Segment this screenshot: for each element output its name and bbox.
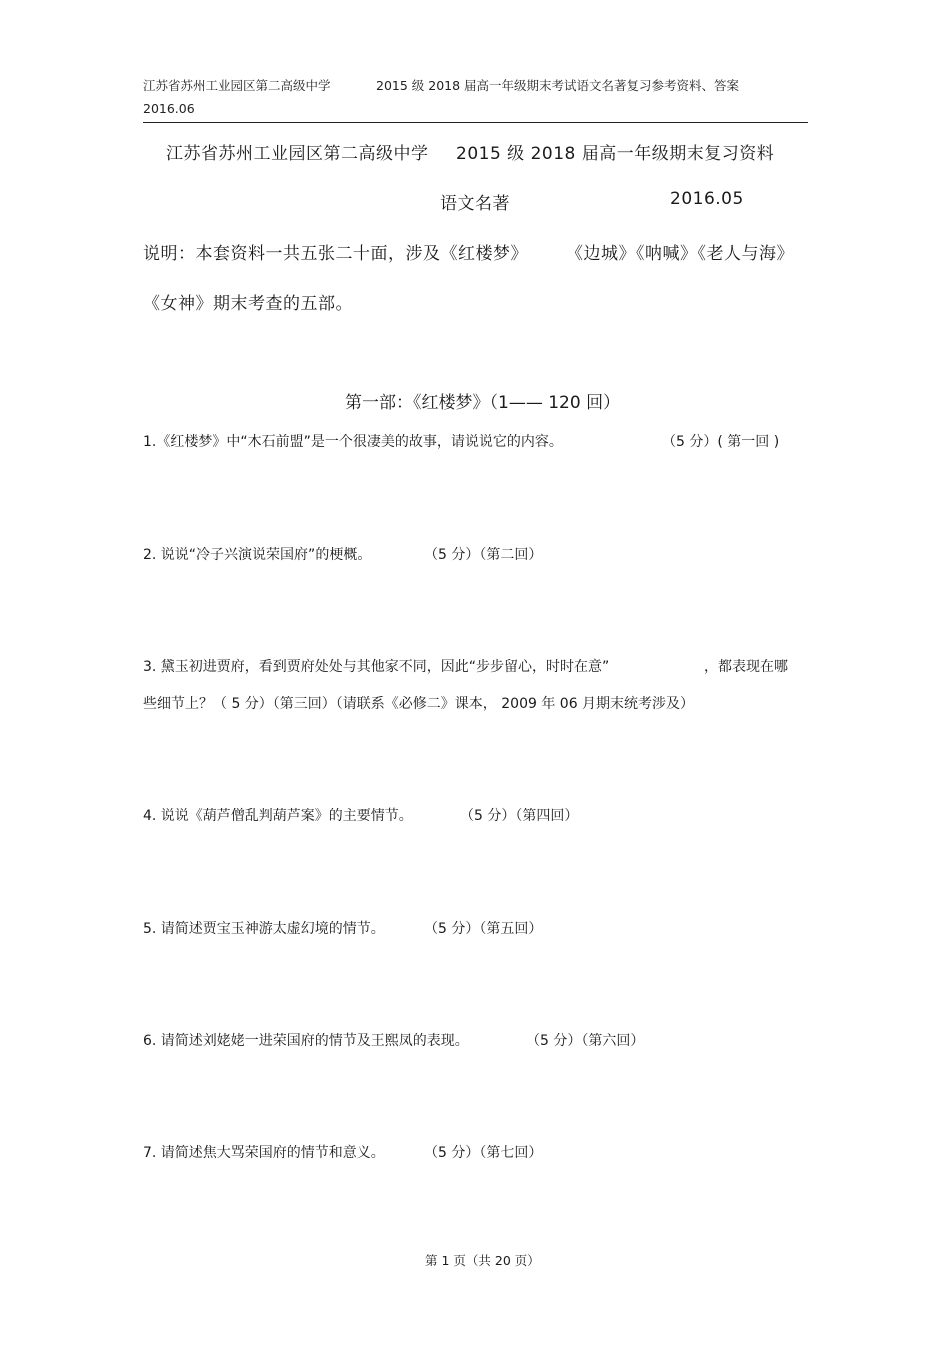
- header-title: 2015 级 2018 届高一年级期末考试语文名著复习参考资料、答案: [376, 78, 740, 93]
- question-7: [143, 1142, 385, 1162]
- question-text: 2. 说说“冷子兴演说荣国府”的梗概。: [143, 547, 372, 563]
- question-6: [143, 1030, 469, 1050]
- question-5: [143, 918, 385, 938]
- question-1-points: （5 分）( 第一回 ): [662, 434, 780, 450]
- question-4: [143, 805, 413, 825]
- question-1: [143, 431, 563, 451]
- question-3: [143, 656, 609, 676]
- doc-title-school: 江苏省苏州工业园区第二高级中学: [166, 144, 429, 164]
- question-4-points: （5 分）（第四回）: [460, 808, 579, 824]
- section-heading: 第一部：《红楼梦》（1—— 120 回）: [345, 393, 621, 413]
- header-school: 江苏省苏州工业园区第二高级中学: [143, 78, 331, 93]
- header-divider: [143, 122, 808, 123]
- question-text: 6. 请简述刘姥姥一进荣国府的情节及王熙凤的表现。: [143, 1033, 469, 1049]
- question-text: 3. 黛玉初进贾府，看到贾府处处与其他家不同，因此“步步留心，时时在意”: [143, 659, 610, 675]
- intro-line-1a: 说明：本套资料一共五张二十面，涉及《红楼梦》: [143, 244, 528, 264]
- question-5-points: （5 分）（第五回）: [424, 921, 543, 937]
- question-3-line-2: 些细节上？（ 5 分）（第三回）（请联系《必修二》课本， 2009 年 06 月期末统考涉及）: [143, 696, 695, 712]
- question-text: 7. 请简述焦大骂荣国府的情节和意义。: [143, 1145, 385, 1161]
- question-2-points: （5 分）（第二回）: [424, 547, 543, 563]
- intro-line-2: 《女神》期末考查的五部。: [143, 294, 353, 314]
- header-date: 2016.06: [143, 101, 195, 116]
- doc-subtitle: 语文名著: [440, 194, 510, 214]
- question-text: 1.《红楼梦》中“木石前盟”是一个很凄美的故事，请说说它的内容。: [143, 434, 563, 450]
- intro-line-1b: 《边城》《呐喊》《老人与海》: [566, 244, 794, 264]
- question-text: 4. 说说《葫芦僧乱判葫芦案》的主要情节。: [143, 808, 413, 824]
- question-text: 5. 请简述贾宝玉神游太虚幻境的情节。: [143, 921, 385, 937]
- doc-title-rest: 2015 级 2018 届高一年级期末复习资料: [456, 144, 775, 164]
- question-6-points: （5 分）（第六回）: [526, 1033, 645, 1049]
- doc-subtitle-date: 2016.05: [670, 189, 744, 209]
- question-3-points: ，都表现在哪: [704, 659, 788, 675]
- question-7-points: （5 分）（第七回）: [424, 1145, 543, 1161]
- page-number: 第 1 页（共 20 页）: [425, 1253, 540, 1268]
- question-2: [143, 544, 371, 564]
